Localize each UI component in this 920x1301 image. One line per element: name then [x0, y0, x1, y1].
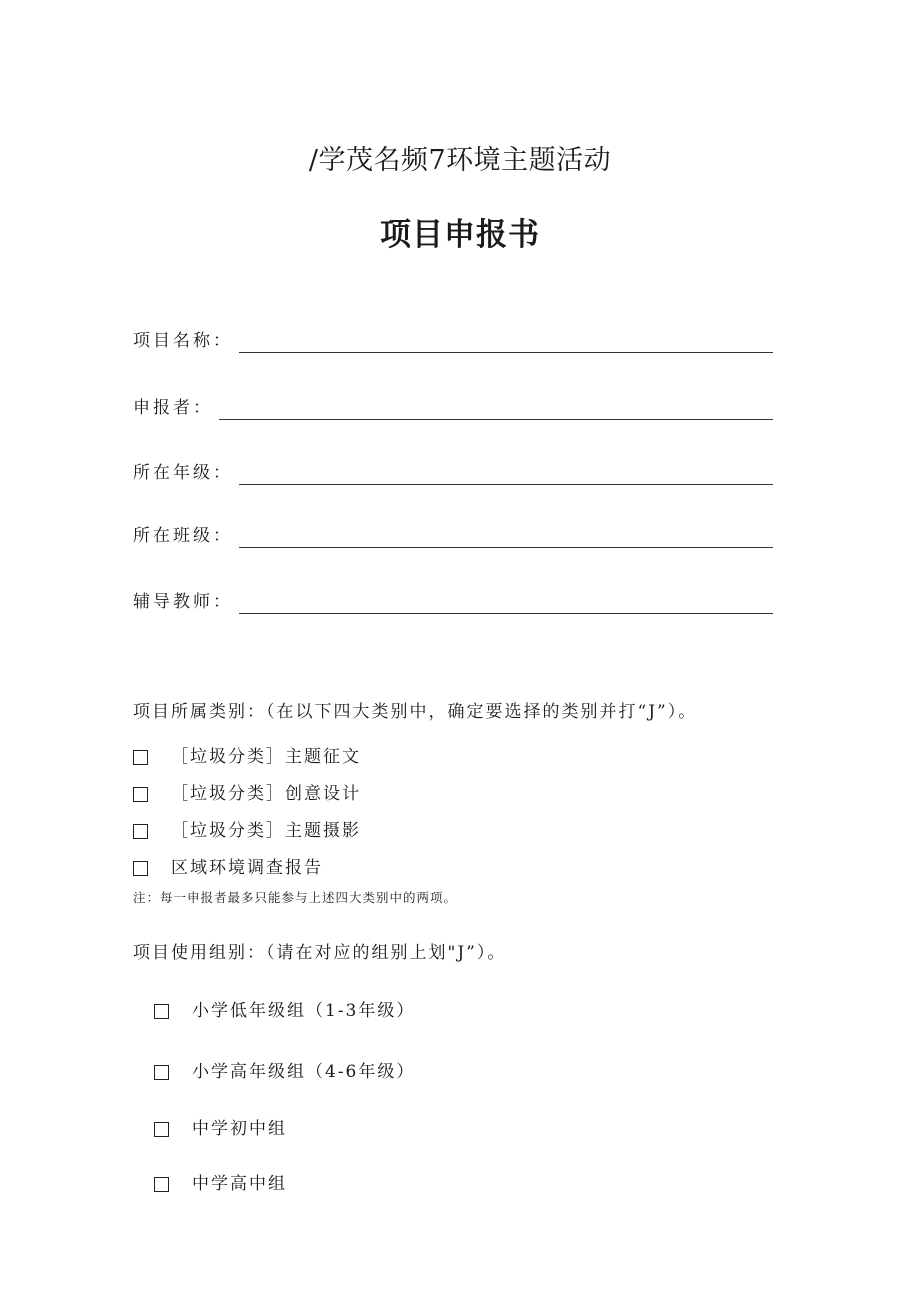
field-label: 申报者： — [133, 398, 213, 418]
checkbox[interactable] — [154, 1065, 169, 1080]
teacher-input-line[interactable] — [239, 591, 773, 614]
category-option-label: ［垃圾分类］主题摄影 — [171, 821, 361, 841]
page-title: 项目申报书 — [380, 217, 540, 253]
field-label: 所在班级： — [133, 526, 233, 546]
field-applicant[interactable] — [133, 390, 773, 420]
checkbox[interactable] — [154, 1177, 169, 1192]
field-label: 所在年级： — [133, 463, 233, 483]
class-input-line[interactable] — [239, 525, 773, 548]
group-option-label: 小学高年级组（4-6年级） — [192, 1062, 416, 1082]
checkbox[interactable] — [133, 750, 148, 765]
category-intro: 项目所属类别：（在以下四大类别中，确定要选择的类别并打“J”）。 — [133, 702, 698, 722]
category-option[interactable] — [133, 781, 361, 807]
checkbox[interactable] — [133, 787, 148, 802]
group-option-label: 中学高中组 — [192, 1174, 287, 1194]
category-option[interactable] — [133, 855, 323, 881]
field-teacher[interactable] — [133, 584, 773, 614]
field-label: 辅导教师： — [133, 592, 233, 612]
activity-subtitle: /学茂名频7环境主题活动 — [308, 145, 612, 176]
category-option-label: ［垃圾分类］主题征文 — [171, 747, 361, 767]
checkbox[interactable] — [154, 1004, 169, 1019]
category-option[interactable] — [133, 818, 361, 844]
category-option-label: 区域环境调查报告 — [171, 858, 323, 878]
field-grade[interactable] — [133, 455, 773, 485]
group-option-label: 小学低年级组（1-3年级） — [192, 1001, 416, 1021]
group-option-label: 中学初中组 — [192, 1119, 287, 1139]
project-name-input-line[interactable] — [239, 330, 773, 353]
checkbox[interactable] — [154, 1122, 169, 1137]
field-label: 项目名称： — [133, 331, 233, 351]
grade-input-line[interactable] — [239, 462, 773, 485]
applicant-input-line[interactable] — [219, 397, 773, 420]
group-option[interactable] — [154, 1059, 415, 1085]
group-option[interactable] — [154, 998, 415, 1024]
category-option[interactable] — [133, 744, 361, 770]
category-option-label: ［垃圾分类］创意设计 — [171, 784, 361, 804]
checkbox[interactable] — [133, 824, 148, 839]
group-intro: 项目使用组别：（请在对应的组别上划"J”）。 — [133, 943, 507, 963]
group-option[interactable] — [154, 1116, 287, 1142]
field-class[interactable] — [133, 518, 773, 548]
category-note: 注：每一申报者最多只能参与上述四大类别中的两项。 — [133, 890, 458, 905]
checkbox[interactable] — [133, 861, 148, 876]
field-project-name[interactable] — [133, 323, 773, 353]
group-option[interactable] — [154, 1171, 287, 1197]
